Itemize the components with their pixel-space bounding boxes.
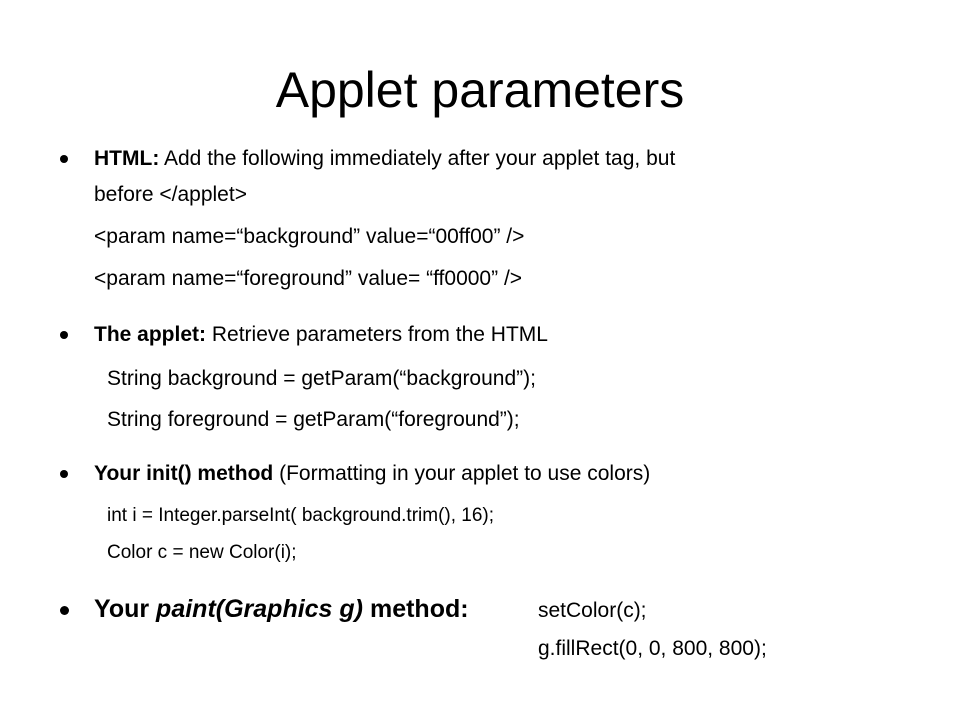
- bullet-3-text: (Formatting in your applet to use colors): [273, 462, 651, 485]
- bullet-2-label: The applet:: [94, 323, 207, 346]
- bullet-dot-2: [60, 331, 68, 339]
- bullet-4-label-suffix: method:: [363, 595, 469, 623]
- bullet-4-line-1: [94, 594, 469, 624]
- bullet-1-code-1: <param name=“background” value=“00ff00” />: [94, 225, 525, 248]
- bullet-2-line-1: [94, 322, 548, 348]
- bullet-dot-4: [60, 606, 69, 615]
- bullet-2-text: Retrieve parameters from the HTML: [206, 323, 548, 346]
- bullet-1-label: HTML:: [94, 147, 160, 170]
- bullet-1-line-2: before </applet>: [94, 183, 247, 206]
- bullet-3-label: Your init() method: [94, 462, 274, 485]
- bullet-4-label-prefix: Your: [94, 595, 157, 623]
- slide-title: Applet parameters: [275, 62, 685, 118]
- bullet-4-label-italic: paint(Graphics g): [156, 595, 364, 623]
- bullet-3-line-1: [94, 461, 650, 487]
- bullet-4-code-1: setColor(c);: [538, 599, 647, 622]
- bullet-1-code-2: <param name=“foreground” value= “ff0000” />: [94, 267, 523, 290]
- bullet-1-line-1: [94, 146, 675, 172]
- bullet-1-text: Add the following immediately after your applet tag, but: [159, 147, 676, 170]
- bullet-2-code-1: String background = getParam(“background”);: [107, 367, 536, 390]
- bullet-4-code-2: g.fillRect(0, 0, 800, 800);: [538, 637, 767, 660]
- bullet-2-code-2: String foreground = getParam(“foreground”);: [107, 408, 520, 431]
- bullet-3-code-2: Color c = new Color(i);: [107, 542, 297, 563]
- bullet-dot-3: [60, 470, 68, 478]
- bullet-3-code-1: int i = Integer.parseInt( background.trim(), 16);: [107, 505, 495, 526]
- bullet-dot-1: [60, 155, 68, 163]
